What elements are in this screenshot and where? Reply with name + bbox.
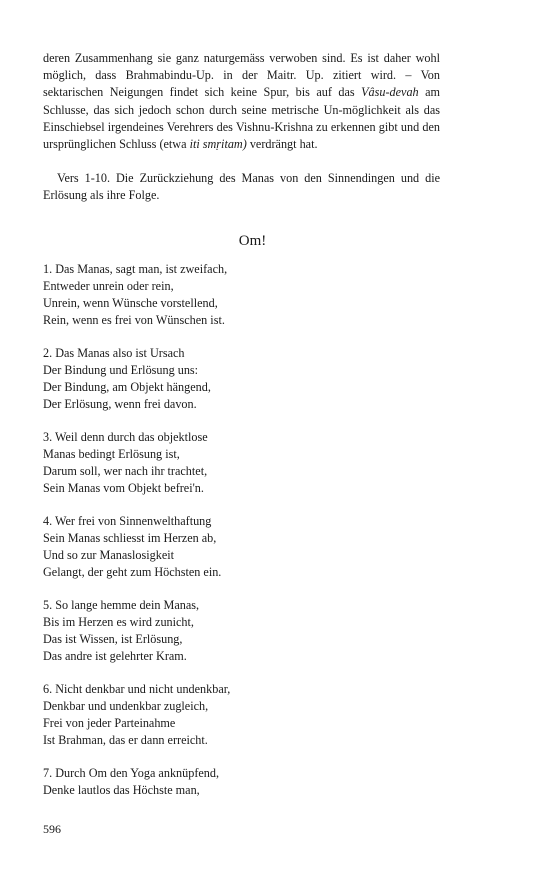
verse-line: Denkbar und undenkbar zugleich, xyxy=(43,698,209,713)
verse-line: Das ist Wissen, ist Erlösung, xyxy=(43,631,183,646)
verse-line: 2. Das Manas also ist Ursach xyxy=(43,345,185,360)
verse-line: Sein Manas schliesst im Herzen ab, xyxy=(43,530,217,545)
verse-line: 4. Wer frei von Sinnenwelthaftung xyxy=(43,513,212,528)
verse-line: Und so zur Manaslosigkeit xyxy=(43,547,174,562)
page-body xyxy=(43,50,440,815)
poem-stanzas xyxy=(43,261,440,799)
verse-line: 1. Das Manas, sagt man, ist zweifach, xyxy=(43,261,228,276)
stanza xyxy=(43,681,440,749)
verse-line: 3. Weil denn durch das objektlose xyxy=(43,429,208,444)
verse-line: 7. Durch Om den Yoga anknüpfend, xyxy=(43,765,220,780)
intro-text-2: am Schlusse, das sich jedoch schon durch seine metrische Un-möglichkeit als das Einschiebsel irgendeines Verehrers des Vishnu-Krishna zu erkennen gibt und den ursprünglichen Schluss (etwa xyxy=(43,85,441,152)
verse-line: 6. Nicht denkbar und nicht undenkbar, xyxy=(43,681,231,696)
stanza xyxy=(43,261,440,329)
stanza xyxy=(43,513,440,581)
verse-line: Darum soll, wer nach ihr trachtet, xyxy=(43,463,208,478)
intro-italic-1: Vâsu-devah xyxy=(361,85,419,100)
verse-line: Das andre ist gelehrter Kram. xyxy=(43,648,187,663)
stanza xyxy=(43,429,440,497)
intro-italic-2: iti smṛitam) xyxy=(189,137,247,152)
verse-line: Gelangt, der geht zum Höchsten ein. xyxy=(43,564,222,579)
verse-line: Unrein, wenn Wünsche vorstellend, xyxy=(43,295,218,310)
verse-line: Sein Manas vom Objekt befrei'n. xyxy=(43,480,204,495)
verse-line: Denke lautlos das Höchste man, xyxy=(43,782,200,797)
stanza xyxy=(43,597,440,665)
verse-line: Der Bindung, am Objekt hängend, xyxy=(43,379,211,394)
verse-summary: Vers 1-10. Die Zurückziehung des Manas von den Sinnendingen und die Erlösung als ihre Folge. xyxy=(43,171,440,203)
intro-text-1: deren Zusammenhang sie ganz naturgemäss verwoben sind. Es ist daher wohl möglich, dass Brahmabindu-Up. in der Maitr. Up. zitiert wird. – Von sektarischen Neigungen findet sich keine Spur, bis auf das xyxy=(43,51,440,100)
verse-line: Rein, wenn es frei von Wünschen ist. xyxy=(43,312,225,327)
verse-line: Der Bindung und Erlösung uns: xyxy=(43,362,199,377)
section-title: Om! xyxy=(238,232,267,249)
verse-line: Ist Brahman, das er dann erreicht. xyxy=(43,732,208,747)
intro-text-3: verdrängt hat. xyxy=(246,137,318,152)
verse-line: Der Erlösung, wenn frei davon. xyxy=(43,396,197,411)
verse-line: Manas bedingt Erlösung ist, xyxy=(43,446,180,461)
intro-paragraph xyxy=(43,50,440,153)
verse-line: Frei von jeder Parteinahme xyxy=(43,715,176,730)
verse-line: Bis im Herzen es wird zunicht, xyxy=(43,614,194,629)
stanza xyxy=(43,345,440,413)
stanza xyxy=(43,765,440,799)
verse-line: Entweder unrein oder rein, xyxy=(43,278,174,293)
page-number: 596 xyxy=(43,822,61,836)
verse-line: 5. So lange hemme dein Manas, xyxy=(43,597,200,612)
